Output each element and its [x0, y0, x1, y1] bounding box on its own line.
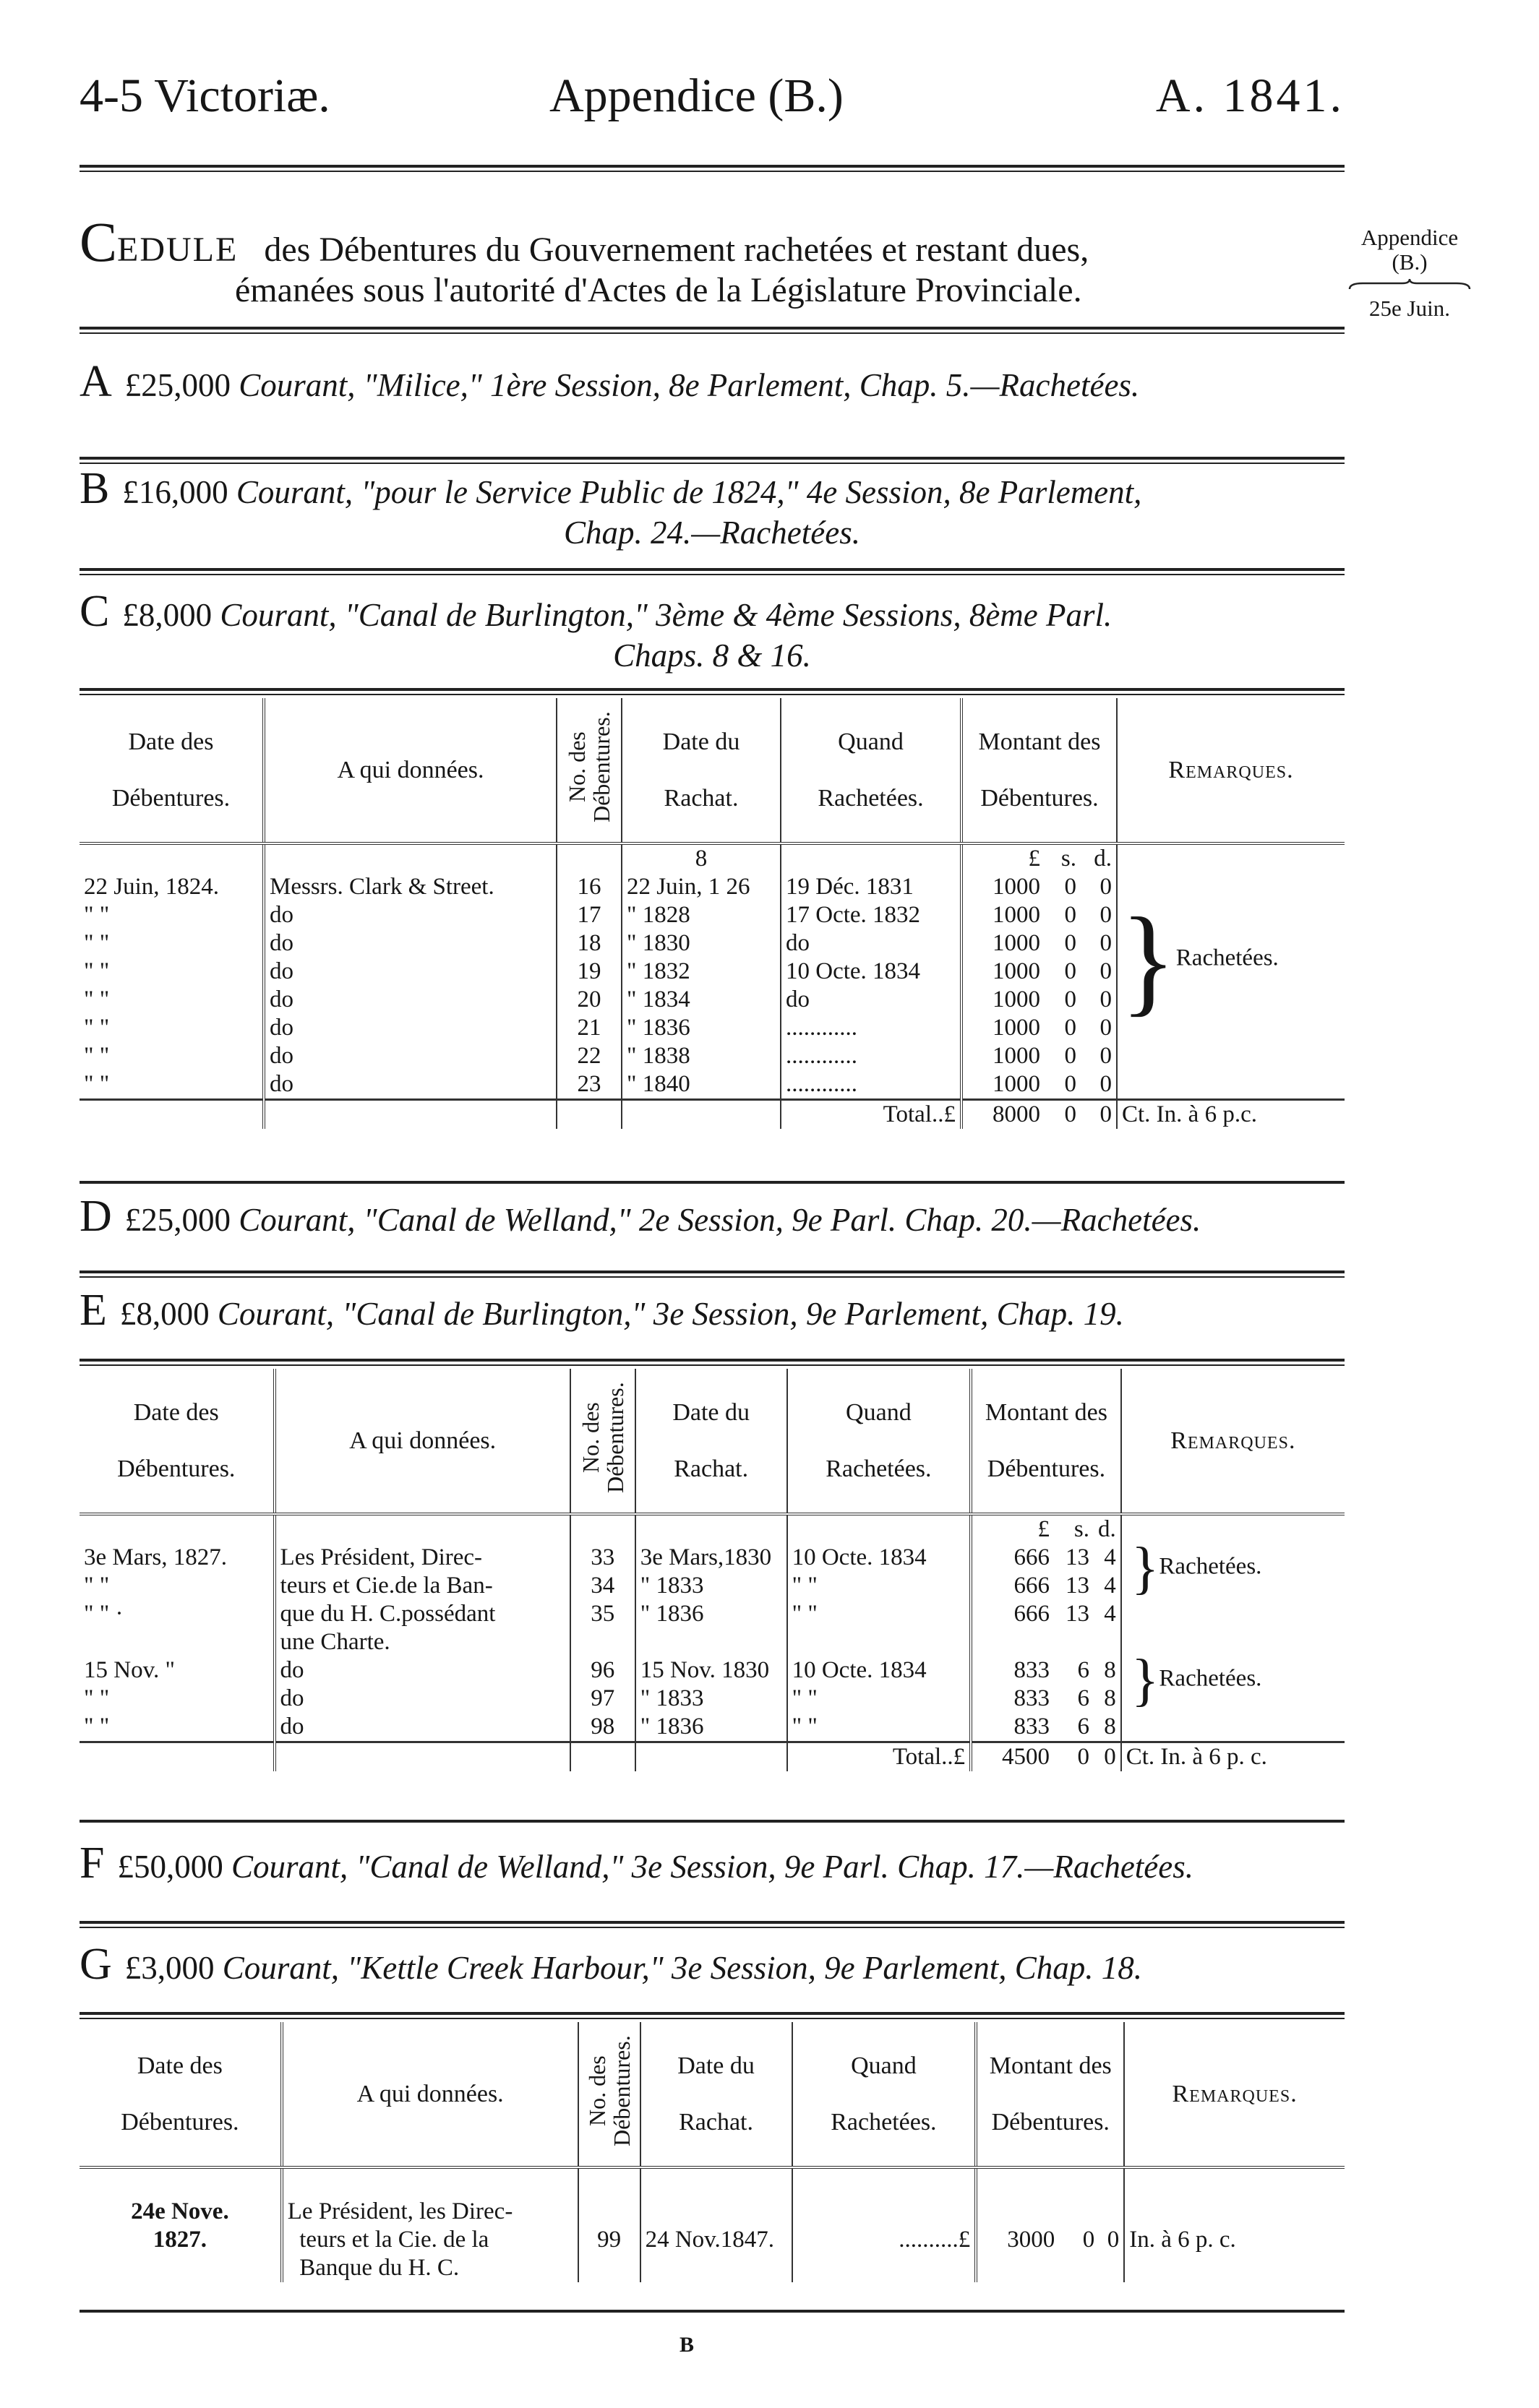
cell-no: 21 — [557, 1014, 622, 1042]
cell-rachat: " 1836 — [635, 1600, 787, 1628]
cell-no: 23 — [557, 1070, 622, 1100]
cell-quand: " " — [787, 1685, 972, 1713]
cell-to: que du H. C.possédant — [275, 1600, 570, 1628]
title-rule — [80, 327, 1345, 334]
cell-date: " " — [84, 1685, 110, 1711]
cell-pounds: 1000 — [961, 901, 1045, 929]
cell-to: do — [264, 1070, 557, 1100]
cell-pence: 0 — [1099, 958, 1112, 984]
table-row — [80, 1713, 1345, 1742]
cell-pence: 8 — [1104, 1713, 1116, 1740]
table-row — [80, 1042, 1345, 1070]
cell-to: do — [264, 929, 557, 958]
entry-a: A £25,000 Courant, "Milice," 1ère Session, 8e Parlement, Chap. 5.—Rachetées. — [80, 357, 1140, 406]
cell-shillings: 0 — [1064, 874, 1076, 900]
cell-to: do — [264, 958, 557, 986]
table-bottom-rule — [80, 1181, 1345, 1184]
cell-to: teurs et Cie.de la Ban- — [275, 1572, 570, 1600]
signature-mark: B — [680, 2333, 695, 2357]
cell-no: 22 — [557, 1042, 622, 1070]
cell-no: 98 — [570, 1713, 635, 1742]
cell-to: do — [264, 1014, 557, 1042]
cell-to: une Charte. — [275, 1628, 570, 1656]
entry-rule — [80, 568, 1345, 575]
table-top-rule — [80, 1359, 1345, 1366]
cell-to: Messrs. Clark & Street. — [264, 873, 557, 901]
cell-quand: " " — [787, 1572, 972, 1600]
cell-date: " " — [84, 1573, 110, 1599]
cell-pence: 0 — [1099, 1043, 1112, 1069]
title-line2: émanées sous l'autorité d'Actes de la Législature Provinciale. — [235, 271, 1082, 309]
cell-rachat: 22 Juin, 1 26 — [622, 873, 781, 901]
cell-pounds: 666 — [971, 1572, 1054, 1600]
col-montant: Montant des Débentures. — [961, 698, 1117, 843]
cell-pounds: 1000 — [961, 1042, 1045, 1070]
col-date-rachat: Date du Rachat. — [622, 698, 781, 843]
cell-date: 15 Nov. " — [84, 1657, 175, 1683]
header-left: 4-5 Victoriæ. — [80, 69, 330, 122]
cell-pounds: 833 — [971, 1713, 1054, 1742]
cell-shillings: 0 — [1064, 1043, 1076, 1069]
entry-d: D £25,000 Courant, "Canal de Welland," 2e Session, 9e Parl. Chap. 20.—Rachetées. — [80, 1192, 1201, 1241]
cell-to: do — [264, 986, 557, 1014]
cell-shillings: 13 — [1065, 1573, 1089, 1599]
cell-pounds: 1000 — [961, 1014, 1045, 1042]
cell-rachat: " 1836 — [635, 1713, 787, 1742]
col-quand: Quand Rachetées. — [781, 698, 961, 843]
cell-no: 17 — [557, 901, 622, 929]
debentures-table-e: Date des Débentures. A qui données. No. des Débentures. Date du Rachat. Quand Rachetées. Montant des Débentures. Remarques. £ s. d. 3e Mars, 1827. Les Président, Direc- 33 3e Mars,1830 10 Octe. 1834 666 13 4 " " teurs et Cie.de la Ban- 34 " 1833 " " 666 13 4 " " · que du H. C.possédant 35 " 1836 " " 666 13 4 une Charte. 15 Nov. " do 96 15 Nov. 1830 10 Octe. 1834 833 6 8 " " do 97 " 1833 " " 833 6 8 " " do 98 " 1836 " " 833 6 8 Total..£ 4500 0 0 Ct. In. à 6 p. c. — [80, 1369, 1345, 1771]
cell-rachat: " 1833 — [635, 1572, 787, 1600]
title-initial: C — [80, 210, 118, 273]
cell-quand: ............ — [781, 1042, 961, 1070]
cell-date — [80, 1628, 275, 1656]
cell-pounds: 1000 — [961, 873, 1045, 901]
title-caps: EDULE — [117, 231, 239, 269]
header-rule — [80, 165, 1345, 172]
cell-to: do — [264, 901, 557, 929]
cell-rachat: " 1830 — [622, 929, 781, 958]
cell-remark — [1121, 1600, 1345, 1628]
cell-shillings: 13 — [1065, 1544, 1089, 1570]
cell-pounds: 666 — [971, 1600, 1054, 1628]
cell-date: " " — [84, 902, 110, 928]
cell-quand: 10 Octe. 1834 — [781, 958, 961, 986]
schedule-title — [80, 210, 1345, 311]
cell-rachat: " 1828 — [622, 901, 781, 929]
table-top-rule — [80, 2012, 1345, 2019]
cell-pence: 0 — [1099, 1015, 1112, 1041]
header-center: Appendice (B.) — [549, 69, 844, 122]
cell-pounds: 833 — [971, 1656, 1054, 1685]
cell-remark — [1117, 1070, 1345, 1100]
table-top-rule — [80, 688, 1345, 695]
cell-pounds — [971, 1628, 1054, 1656]
cell-pounds: 1000 — [961, 929, 1045, 958]
total-row: Total..£ 8000 0 0 Ct. In. à 6 p.c. — [80, 1100, 1345, 1130]
entry-g: G £3,000 Courant, "Kettle Creek Harbour," 3e Session, 9e Parlement, Chap. 18. — [80, 1940, 1143, 1989]
table-row — [80, 1070, 1345, 1100]
cell-shillings: 0 — [1064, 1071, 1076, 1097]
remark-brace-e2: }Rachetées. — [1131, 1648, 1262, 1712]
col-remarques: Remarques. — [1117, 698, 1345, 843]
table-row — [80, 1600, 1345, 1628]
cell-rachat: 3e Mars,1830 — [635, 1544, 787, 1572]
cell-remark — [1121, 1713, 1345, 1742]
cell-date: " " · — [84, 1601, 124, 1627]
cell-quand: ............ — [781, 1014, 961, 1042]
cell-pounds: 833 — [971, 1685, 1054, 1713]
cell-pence: 0 — [1099, 902, 1112, 928]
cell-quand: 10 Octe. 1834 — [787, 1544, 972, 1572]
brace-icon — [1348, 278, 1471, 291]
entry-c: C £8,000 Courant, "Canal de Burlington," 3ème & 4ème Sessions, 8ème Parl. Chaps. 8 & 16. — [80, 587, 1113, 674]
cell-quand: " " — [787, 1600, 972, 1628]
cell-shillings: 6 — [1077, 1685, 1089, 1711]
cell-rachat — [635, 1628, 787, 1656]
cell-quand: do — [781, 986, 961, 1014]
cell-shillings — [1054, 1628, 1094, 1656]
cell-to: do — [275, 1713, 570, 1742]
cell-to: do — [275, 1685, 570, 1713]
cell-quand: 19 Déc. 1831 — [781, 873, 961, 901]
cell-pence: 8 — [1104, 1657, 1116, 1683]
cell-shillings: 6 — [1077, 1657, 1089, 1683]
cell-shillings: 6 — [1077, 1713, 1089, 1740]
cell-date: " " — [84, 986, 110, 1012]
cell-remark — [1117, 1042, 1345, 1070]
cell-pence: 0 — [1099, 1071, 1112, 1097]
total-remark: Ct. In. à 6 p. c. — [1121, 1742, 1345, 1772]
cell-pence: 0 — [1099, 874, 1112, 900]
entry-f: F £50,000 Courant, "Canal de Welland," 3e Session, 9e Parl. Chap. 17.—Rachetées. — [80, 1839, 1193, 1888]
cell-rachat: " 1832 — [622, 958, 781, 986]
cell-quand: " " — [787, 1713, 972, 1742]
total-remark: Ct. In. à 6 p.c. — [1117, 1100, 1345, 1130]
cell-quand — [787, 1628, 972, 1656]
cell-pence: 4 — [1104, 1573, 1116, 1599]
cell-shillings: 0 — [1064, 986, 1076, 1012]
cell-no: 34 — [570, 1572, 635, 1600]
table-row: 24e Nove. 1827. Le Président, les Direc- teurs et la Cie. de la Banque du H. C. 99 24 Nov.1847. ..........£ 3000 0 0 In. à 6 p. c. — [80, 2167, 1345, 2282]
cell-quand: ............ — [781, 1070, 961, 1100]
currency-row: £ s. d. — [80, 1514, 1345, 1544]
cell-pence — [1094, 1628, 1121, 1656]
entry-letter: A — [80, 357, 112, 406]
cell-shillings: 0 — [1064, 958, 1076, 984]
cell-no: 96 — [570, 1656, 635, 1685]
entry-e: E £8,000 Courant, "Canal de Burlington," 3e Session, 9e Parlement, Chap. 19. — [80, 1286, 1124, 1335]
cell-to: do — [264, 1042, 557, 1070]
cell-to: do — [275, 1656, 570, 1685]
cell-date: 22 Juin, 1824. — [84, 874, 220, 900]
cell-pounds: 1000 — [961, 986, 1045, 1014]
cell-date: " " — [84, 1071, 110, 1097]
cell-no: 35 — [570, 1600, 635, 1628]
cell-pounds: 1000 — [961, 958, 1045, 986]
margin-note: Appendice (B.) 25e Juin. — [1337, 225, 1482, 321]
header-right: A. 1841. — [1155, 69, 1345, 122]
cell-pounds: 1000 — [961, 1070, 1045, 1100]
cell-to: Les Président, Direc- — [275, 1544, 570, 1572]
running-header — [80, 69, 1345, 134]
entry-b: B £16,000 Courant, "pour le Service Public de 1824," 4e Session, 8e Parlement, Chap. 24.—Rachetées. — [80, 464, 1142, 551]
cell-rachat: " 1836 — [622, 1014, 781, 1042]
cell-pounds: 666 — [971, 1544, 1054, 1572]
cell-quand: 10 Octe. 1834 — [787, 1656, 972, 1685]
remark-brace-c: }Rachetées. — [1120, 892, 1279, 1028]
col-no-debentures: No. des Débentures. — [557, 698, 622, 843]
cell-no: 33 — [570, 1544, 635, 1572]
cell-no — [570, 1628, 635, 1656]
cell-date: " " — [84, 930, 110, 956]
cell-pence: 4 — [1104, 1601, 1116, 1627]
table-bottom-rule — [80, 2310, 1345, 2313]
cell-date: " " — [84, 1043, 110, 1069]
cell-shillings: 13 — [1065, 1601, 1089, 1627]
cell-date: " " — [84, 958, 110, 984]
cell-no: 19 — [557, 958, 622, 986]
debentures-table-g: Date des Débentures. A qui données. No. des Débentures. Date du Rachat. Quand Rachetées. Montant des Débentures. Remarques. 24e Nove. 1827. Le Président, les Direc- teurs et la Cie. de la Banque du H. C. 99 24 Nov.1847. ..........£ 3000 0 0 In. à 6 p. c. — [80, 2022, 1345, 2282]
table-bottom-rule — [80, 1820, 1345, 1823]
entry-rule — [80, 457, 1345, 464]
cell-pence: 0 — [1099, 986, 1112, 1012]
cell-no: 20 — [557, 986, 622, 1014]
currency-row: 8 £ s. d. — [80, 843, 1345, 873]
cell-no: 16 — [557, 873, 622, 901]
cell-pence: 4 — [1104, 1544, 1116, 1570]
col-a-qui: A qui données. — [264, 698, 557, 843]
cell-shillings: 0 — [1064, 1015, 1076, 1041]
cell-no: 18 — [557, 929, 622, 958]
cell-date: 3e Mars, 1827. — [84, 1544, 227, 1570]
remark-brace-e1: }Rachetées. — [1131, 1536, 1262, 1600]
cell-shillings: 0 — [1064, 902, 1076, 928]
cell-rachat: " 1833 — [635, 1685, 787, 1713]
cell-date: " " — [84, 1713, 110, 1740]
col-date-debentures: Date des Débentures. — [80, 698, 264, 843]
cell-no: 97 — [570, 1685, 635, 1713]
cell-date: " " — [84, 1015, 110, 1041]
cell-rachat: " 1840 — [622, 1070, 781, 1100]
entry-rule — [80, 1270, 1345, 1278]
total-row: Total..£ 4500 0 0 Ct. In. à 6 p. c. — [80, 1742, 1345, 1772]
entry-rule — [80, 1921, 1345, 1928]
cell-quand: do — [781, 929, 961, 958]
cell-rachat: " 1834 — [622, 986, 781, 1014]
cell-rachat: 15 Nov. 1830 — [635, 1656, 787, 1685]
cell-rachat: " 1838 — [622, 1042, 781, 1070]
cell-quand: 17 Octe. 1832 — [781, 901, 961, 929]
cell-pence: 8 — [1104, 1685, 1116, 1711]
cell-shillings: 0 — [1064, 930, 1076, 956]
title-line1: des Débentures du Gouvernement rachetées et restant dues, — [264, 231, 1089, 269]
cell-pence: 0 — [1099, 930, 1112, 956]
